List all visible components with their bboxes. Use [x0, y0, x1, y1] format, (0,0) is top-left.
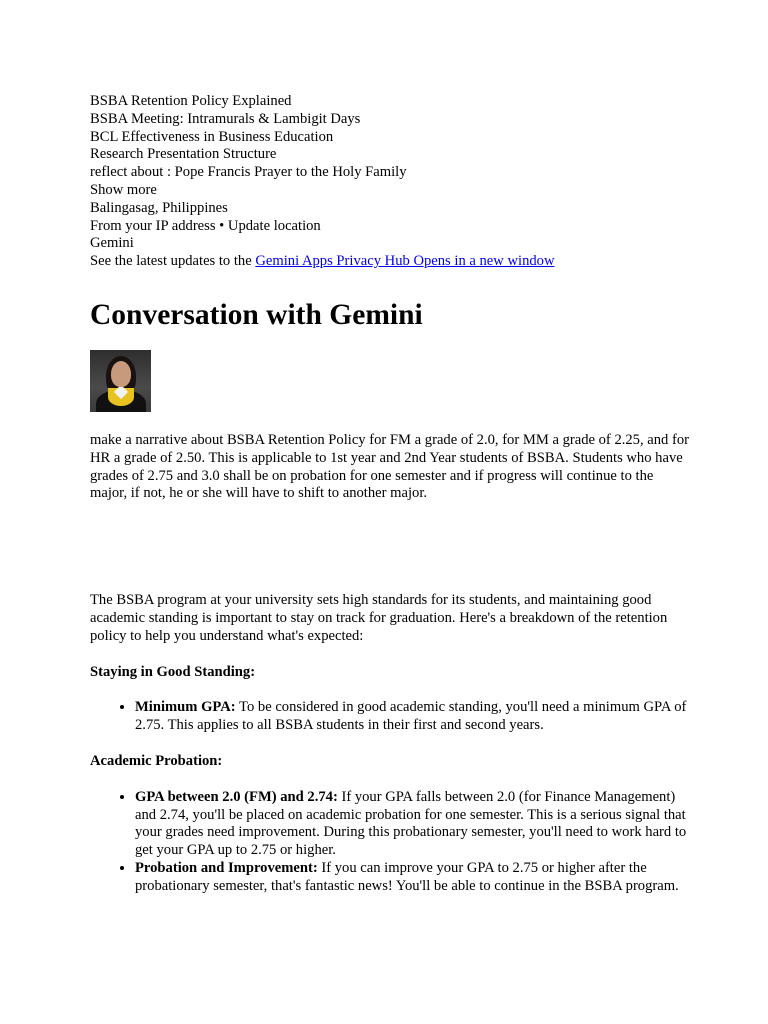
list-item-term: Minimum GPA: [135, 699, 236, 716]
list-item [135, 789, 690, 860]
list-item-text: If your GPA falls between 2.0 (for Finance Management) and 2.74, you'll be placed on academic probation for one semester. This is a serious signal that your grades need improvement. During this probationary semester, you'll need to work hard to get your GPA up to 2.75 or higher. [135, 788, 687, 859]
section-heading: Academic Probation: [90, 752, 223, 769]
recent-chat-item[interactable]: BSBA Meeting: Intramurals & Lambigit Days [90, 110, 361, 127]
list-item [135, 860, 690, 896]
list-item-term: Probation and Improvement: [135, 859, 318, 876]
model-response [90, 592, 690, 895]
location-source[interactable]: From your IP address • Update location [90, 217, 321, 234]
list-item [135, 699, 690, 735]
list-item-term: GPA between 2.0 (FM) and 2.74: [135, 788, 338, 805]
recent-chat-item[interactable]: BSBA Retention Policy Explained [90, 93, 292, 109]
conversation-title: Conversation with Gemini [90, 298, 423, 331]
bullet-list [90, 789, 690, 896]
recent-chat-item[interactable]: Research Presentation Structure [90, 146, 277, 163]
location-place: Balingasag, Philippines [90, 199, 228, 216]
privacy-notice-text: See the latest updates to the [90, 253, 256, 270]
response-intro: The BSBA program at your university sets high standards for its students, and maintaining good academic standing is important to stay on track for graduation. Here's a breakdown of the retention policy to help you understand what's expected: [90, 592, 668, 644]
privacy-hub-link[interactable]: Gemini Apps Privacy Hub Opens in a new window [255, 253, 555, 270]
user-avatar [90, 350, 151, 412]
app-name: Gemini [90, 235, 134, 252]
list-item-text: If you can improve your GPA to 2.75 or higher after the probationary semester, that's fantastic news! You'll be able to continue in the BSBA program. [135, 859, 679, 894]
privacy-notice [90, 253, 690, 271]
list-item-text: To be considered in good academic standing, you'll need a minimum GPA of 2.75. This applies to all BSBA students in their first and second years. [135, 699, 687, 734]
recent-chat-item[interactable]: BCL Effectiveness in Business Education [90, 128, 334, 145]
show-more-button[interactable]: Show more [90, 181, 157, 198]
section-heading: Staying in Good Standing: [90, 663, 256, 680]
recent-chats-list [90, 93, 690, 182]
recent-chat-item[interactable]: reflect about : Pope Francis Prayer to the Holy Family [90, 164, 407, 181]
page-content [90, 93, 690, 896]
bullet-list [90, 699, 690, 735]
user-prompt: make a narrative about BSBA Retention Policy for FM a grade of 2.0, for MM a grade of 2.25, and for HR a grade of 2.50. This is applicable to 1st year and 2nd Year students of BSBA. Students who have grades of 2.75 and 3.0 shall be on probation for one semester and if progress will continue to the major, if not, he or she will have to shift to another major. [90, 431, 690, 502]
